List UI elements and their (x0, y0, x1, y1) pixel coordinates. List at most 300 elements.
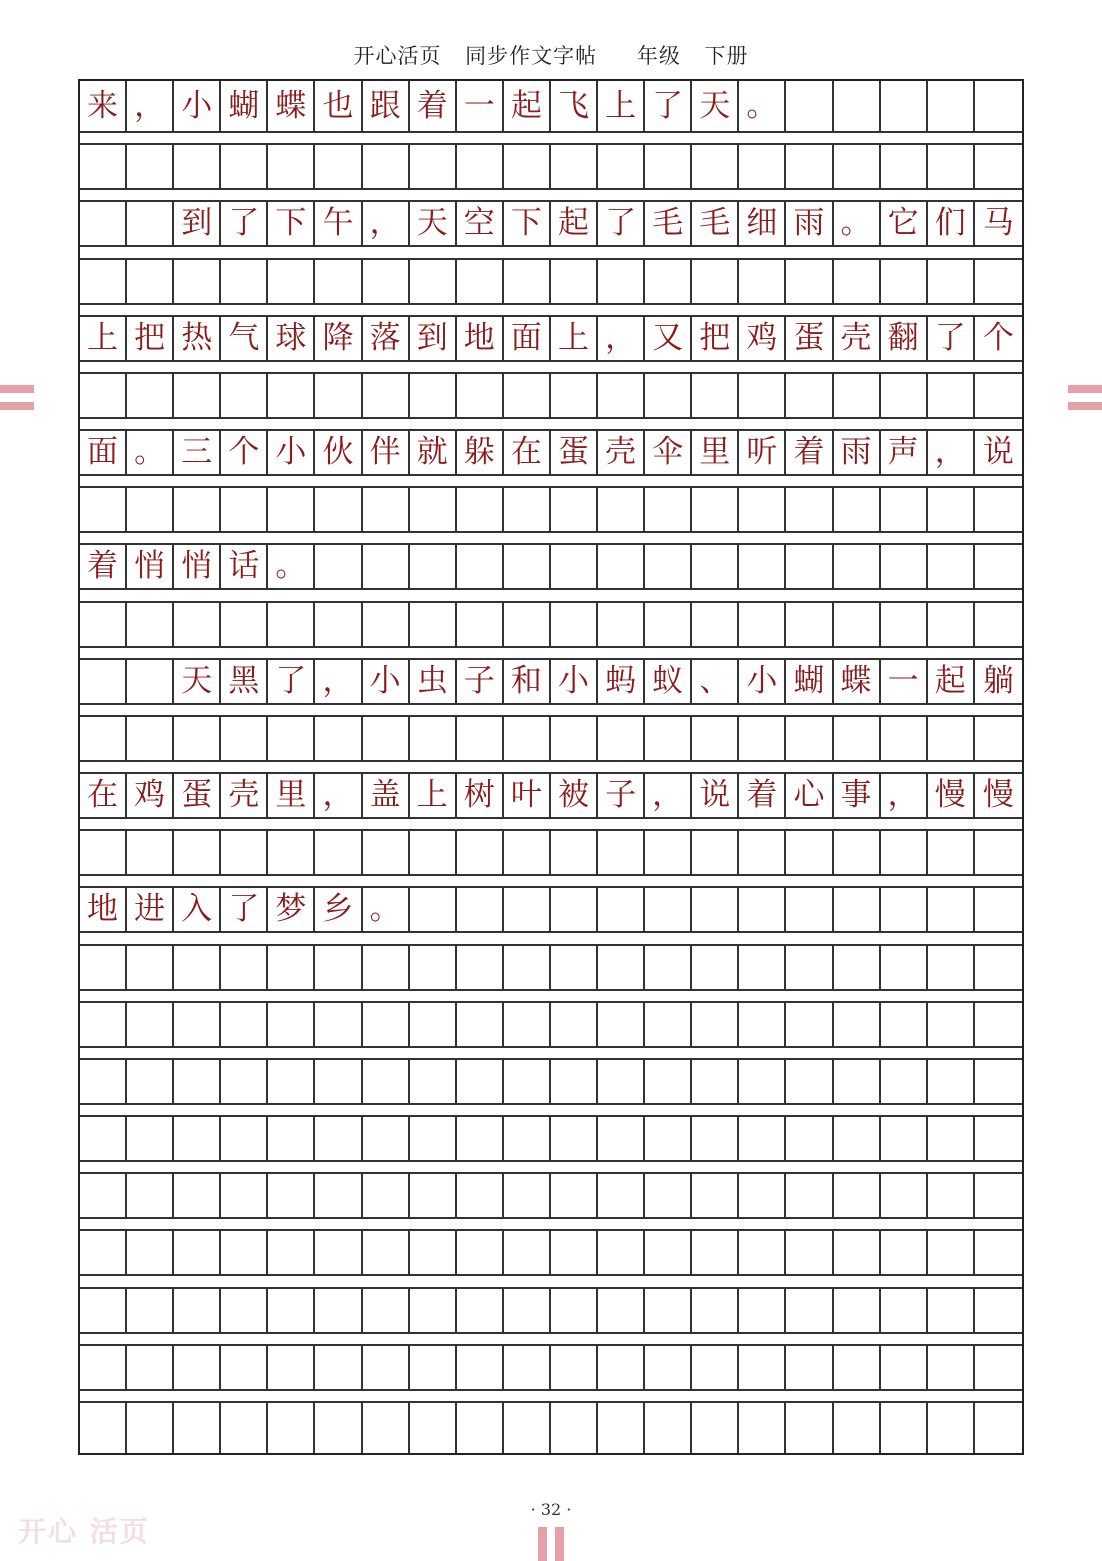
grid-cell (127, 1346, 174, 1389)
grid-cell: 慢 (982, 777, 1014, 814)
grid-cell (80, 1117, 127, 1160)
grid-cell (786, 1403, 833, 1453)
grid-cell (127, 603, 174, 646)
grid-cell (174, 374, 221, 417)
grid-cell (127, 488, 174, 531)
grid-cell (127, 260, 174, 303)
grid-row (80, 1344, 1022, 1391)
grid-cell (410, 374, 457, 417)
grid-row (80, 1115, 1022, 1162)
grid-cell: 、 (692, 660, 739, 703)
grid-cell: 细 (739, 202, 786, 245)
grid-cell: 小 (551, 660, 598, 703)
grid-cell (692, 1231, 739, 1274)
grid-cell (504, 1117, 551, 1160)
grid-cell: 声 (881, 431, 928, 474)
grid-cell (221, 1289, 268, 1332)
grid-cell (975, 1289, 1022, 1332)
grid-cell (786, 603, 833, 646)
grid-cell: 入 (174, 888, 221, 931)
grid-cell: 起 (504, 81, 551, 131)
grid-cell (975, 831, 1022, 874)
grid-cell: 。 (127, 431, 174, 474)
grid-cell (975, 717, 1022, 760)
grid-cell: 了 (221, 202, 268, 245)
grid-cell (786, 1117, 833, 1160)
grid-cell (410, 545, 457, 588)
grid-cell (174, 145, 221, 188)
left-margin-mark (0, 385, 34, 393)
grid-cell (928, 374, 975, 417)
grid-cell: 被 (551, 774, 598, 817)
grid-cell: 了 (268, 660, 315, 703)
grid-cell: 。 (268, 545, 315, 588)
grid-cell (692, 374, 739, 417)
grid-cell (268, 1231, 315, 1274)
grid-cell (928, 81, 975, 131)
grid-cell (598, 831, 645, 874)
grid-cell: 。 (834, 202, 881, 245)
grid-cell (363, 260, 410, 303)
grid-cell (834, 545, 881, 588)
grid-cell (598, 946, 645, 989)
grid-cell: 下 (504, 202, 551, 245)
grid-cell (174, 488, 221, 531)
grid-cell (975, 260, 1022, 303)
grid-cell (80, 831, 127, 874)
grid-cell (645, 888, 692, 931)
grid-cell (268, 1003, 315, 1046)
grid-cell (363, 717, 410, 760)
grid-cell (80, 660, 127, 703)
grid-cell (410, 603, 457, 646)
grid-cell (80, 145, 127, 188)
grid-cell (975, 1060, 1022, 1103)
grid-cell (739, 1174, 786, 1217)
grid-cell (598, 1003, 645, 1046)
grid-cell: 又 (645, 317, 692, 360)
grid-cell (315, 1346, 362, 1389)
grid-cell (410, 1174, 457, 1217)
grid-cell (363, 603, 410, 646)
grid-cell (268, 1117, 315, 1160)
grid-cell (315, 946, 362, 989)
grid-cell: 听 (739, 431, 786, 474)
grid-cell (975, 1231, 1022, 1274)
grid-cell (692, 1289, 739, 1332)
grid-cell (315, 145, 362, 188)
grid-cell (834, 145, 881, 188)
grid-cell: 地 (80, 888, 127, 931)
grid-cell (739, 488, 786, 531)
grid-cell (504, 946, 551, 989)
grid-row (80, 315, 1022, 362)
grid-cell (315, 603, 362, 646)
grid-cell (504, 545, 551, 588)
grid-cell (410, 717, 457, 760)
grid-cell (363, 1289, 410, 1332)
grid-cell (363, 1003, 410, 1046)
grid-cell (80, 1346, 127, 1389)
grid-cell: 热 (174, 317, 221, 360)
bottom-mark (555, 1527, 564, 1561)
grid-cell (692, 831, 739, 874)
grid-cell: 乡 (315, 888, 362, 931)
grid-cell (410, 1117, 457, 1160)
grid-cell (457, 1174, 504, 1217)
grid-cell (504, 1403, 551, 1453)
grid-cell (881, 145, 928, 188)
grid-cell (786, 1289, 833, 1332)
grid-cell (645, 260, 692, 303)
grid-cell (834, 260, 881, 303)
grid-cell (881, 1117, 928, 1160)
grid-cell (881, 260, 928, 303)
grid-cell: 壳 (834, 317, 881, 360)
grid-cell: 面 (80, 431, 127, 474)
grid-row (80, 886, 1022, 933)
grid-cell: 们 (928, 202, 975, 245)
grid-cell (268, 374, 315, 417)
grid-cell: 到 (174, 202, 221, 245)
grid-cell: 毛 (692, 202, 739, 245)
grid-cell (363, 1231, 410, 1274)
grid-cell: 翻 (881, 317, 928, 360)
grid-cell (80, 1289, 127, 1332)
grid-cell (551, 488, 598, 531)
grid-cell (174, 1060, 221, 1103)
grid-cell (598, 145, 645, 188)
grid-cell (221, 946, 268, 989)
grid-cell (504, 1060, 551, 1103)
grid-cell (221, 1174, 268, 1217)
grid-cell (786, 374, 833, 417)
grid-cell: 到 (410, 317, 457, 360)
grid-cell (739, 1403, 786, 1453)
grid-cell: ， (315, 774, 362, 817)
grid-cell (834, 1403, 881, 1453)
grid-cell (410, 888, 457, 931)
grid-cell: 蚂 (598, 660, 645, 703)
grid-cell: 地 (457, 317, 504, 360)
grid-cell (739, 1231, 786, 1274)
grid-cell (80, 1174, 127, 1217)
grid-cell: 毛 (645, 202, 692, 245)
grid-cell (598, 717, 645, 760)
grid-cell (645, 946, 692, 989)
grid-cell (221, 374, 268, 417)
grid-cell (975, 603, 1022, 646)
grid-cell: 跟 (363, 81, 410, 131)
grid-cell: 在 (80, 774, 127, 817)
grid-cell (975, 545, 1022, 588)
grid-cell (645, 831, 692, 874)
grid-cell: 雨 (786, 202, 833, 245)
grid-cell (786, 81, 833, 131)
grid-row (80, 601, 1022, 648)
grid-cell (786, 1346, 833, 1389)
grid-cell (315, 374, 362, 417)
grid-cell (881, 1003, 928, 1046)
grid-cell (551, 1231, 598, 1274)
grid-cell: 伞 (645, 431, 692, 474)
grid-cell (786, 1231, 833, 1274)
grid-cell (975, 145, 1022, 188)
grid-cell (881, 488, 928, 531)
grid-cell (80, 1403, 127, 1453)
bottom-mark (538, 1527, 547, 1561)
grid-cell (598, 488, 645, 531)
grid-cell (504, 1231, 551, 1274)
grid-row (80, 258, 1022, 305)
grid-cell (645, 488, 692, 531)
grid-cell (928, 1117, 975, 1160)
grid-cell (975, 946, 1022, 989)
grid-cell (881, 1060, 928, 1103)
grid-cell: 虫 (410, 660, 457, 703)
header-grade: 年级 (636, 44, 681, 68)
grid-cell: 着 (80, 545, 127, 588)
grid-cell (363, 1174, 410, 1217)
grid-cell: 壳 (598, 431, 645, 474)
grid-cell (834, 1003, 881, 1046)
grid-cell (363, 831, 410, 874)
grid-cell (975, 1174, 1022, 1217)
grid-cell (410, 488, 457, 531)
grid-cell (551, 888, 598, 931)
grid-cell: 三 (174, 431, 221, 474)
grid-row (80, 715, 1022, 762)
grid-cell: 事 (834, 774, 881, 817)
grid-cell (127, 374, 174, 417)
grid-cell (881, 717, 928, 760)
grid-cell (786, 717, 833, 760)
grid-cell (221, 1346, 268, 1389)
grid-cell: 蝴 (221, 81, 268, 131)
grid-cell (315, 545, 362, 588)
grid-cell (127, 202, 174, 245)
grid-cell: 天 (174, 660, 221, 703)
grid-cell (928, 1060, 975, 1103)
grid-cell (457, 888, 504, 931)
grid-cell (739, 831, 786, 874)
grid-cell (221, 260, 268, 303)
writing-grid (78, 79, 1024, 1455)
grid-cell (692, 260, 739, 303)
grid-cell (410, 1003, 457, 1046)
grid-row (80, 944, 1022, 991)
grid-row (80, 1058, 1022, 1105)
grid-cell (504, 488, 551, 531)
grid-cell (174, 260, 221, 303)
grid-cell (881, 831, 928, 874)
grid-cell (268, 603, 315, 646)
grid-cell: 蛋 (551, 431, 598, 474)
grid-cell (127, 660, 174, 703)
grid-cell (315, 717, 362, 760)
grid-cell: 。 (363, 888, 410, 931)
grid-cell: 把 (692, 317, 739, 360)
grid-cell (410, 1060, 457, 1103)
grid-cell (551, 603, 598, 646)
grid-cell (551, 1346, 598, 1389)
grid-cell (221, 831, 268, 874)
grid-cell: 蝶 (268, 81, 315, 131)
grid-cell (739, 603, 786, 646)
grid-cell (457, 1346, 504, 1389)
grid-cell (363, 1117, 410, 1160)
grid-cell (598, 1289, 645, 1332)
header-volume: 下册 (704, 44, 749, 68)
grid-cell (598, 1231, 645, 1274)
grid-cell: 下 (268, 202, 315, 245)
grid-cell (645, 717, 692, 760)
grid-cell (268, 260, 315, 303)
grid-cell (315, 1403, 362, 1453)
grid-cell: 在 (504, 431, 551, 474)
grid-cell: 天 (410, 202, 457, 245)
grid-cell (127, 1174, 174, 1217)
grid-cell (457, 1117, 504, 1160)
grid-cell (645, 1403, 692, 1453)
grid-cell (598, 1060, 645, 1103)
grid-cell: 小 (174, 81, 221, 131)
grid-cell: 起 (551, 202, 598, 245)
grid-cell (457, 946, 504, 989)
grid-cell (268, 946, 315, 989)
grid-cell: 上 (80, 317, 127, 360)
grid-cell: 说 (982, 434, 1014, 471)
grid-cell: 鸡 (739, 317, 786, 360)
grid-cell: ， (645, 774, 692, 817)
grid-cell (268, 1174, 315, 1217)
grid-cell (174, 1117, 221, 1160)
grid-cell (645, 545, 692, 588)
grid-cell (504, 1003, 551, 1046)
grid-cell (221, 145, 268, 188)
grid-cell (928, 1346, 975, 1389)
grid-cell (221, 717, 268, 760)
grid-cell: ， (363, 202, 410, 245)
grid-cell (739, 888, 786, 931)
grid-cell: 空 (457, 202, 504, 245)
grid-cell (786, 145, 833, 188)
grid-cell: 悄 (127, 545, 174, 588)
grid-cell (268, 1060, 315, 1103)
grid-cell: 把 (127, 317, 174, 360)
grid-cell (551, 831, 598, 874)
grid-cell (174, 1003, 221, 1046)
grid-cell: 个 (221, 431, 268, 474)
grid-cell (598, 1117, 645, 1160)
grid-cell (834, 1231, 881, 1274)
grid-cell (739, 717, 786, 760)
header-series: 同步作文字帖 (465, 44, 598, 68)
grid-cell (127, 946, 174, 989)
grid-cell: 说 (692, 774, 739, 817)
grid-cell (834, 1346, 881, 1389)
grid-cell (174, 717, 221, 760)
grid-cell (80, 374, 127, 417)
grid-cell (551, 260, 598, 303)
grid-cell (551, 145, 598, 188)
grid-cell (692, 603, 739, 646)
grid-cell (410, 1346, 457, 1389)
grid-cell (834, 717, 881, 760)
grid-cell (410, 946, 457, 989)
grid-cell (315, 260, 362, 303)
grid-cell (221, 1003, 268, 1046)
grid-cell (457, 1231, 504, 1274)
grid-cell (692, 946, 739, 989)
right-margin-mark (1068, 385, 1102, 393)
grid-cell (975, 888, 1022, 931)
grid-cell: 蝴 (786, 660, 833, 703)
grid-cell (786, 260, 833, 303)
grid-cell: 上 (551, 317, 598, 360)
grid-cell (80, 260, 127, 303)
grid-cell (410, 1403, 457, 1453)
grid-cell (268, 488, 315, 531)
grid-cell (645, 603, 692, 646)
grid-cell: 躲 (457, 431, 504, 474)
grid-cell (834, 1174, 881, 1217)
grid-cell: 降 (315, 317, 362, 360)
grid-cell (80, 202, 127, 245)
grid-cell (504, 374, 551, 417)
grid-cell (551, 717, 598, 760)
grid-cell: 小 (739, 660, 786, 703)
grid-cell (80, 488, 127, 531)
grid-row (80, 543, 1022, 590)
grid-cell (551, 1403, 598, 1453)
grid-row (80, 1401, 1022, 1453)
grid-cell: 了 (221, 888, 268, 931)
grid-cell: 球 (268, 317, 315, 360)
grid-row (80, 429, 1022, 476)
grid-cell: 天 (692, 81, 739, 131)
grid-cell (692, 717, 739, 760)
grid-cell (410, 1289, 457, 1332)
grid-cell (221, 1231, 268, 1274)
grid-cell: 小 (268, 431, 315, 474)
grid-cell: 伙 (315, 431, 362, 474)
grid-cell (80, 946, 127, 989)
grid-row (80, 1172, 1022, 1219)
grid-cell: 一 (881, 660, 928, 703)
grid-cell (598, 603, 645, 646)
grid-cell: 飞 (551, 81, 598, 131)
grid-cell: 也 (315, 81, 362, 131)
grid-row (80, 658, 1022, 705)
grid-cell (598, 888, 645, 931)
grid-cell: 马 (982, 205, 1014, 242)
grid-cell (174, 1231, 221, 1274)
grid-row (80, 1229, 1022, 1276)
grid-cell (928, 1289, 975, 1332)
grid-cell (221, 603, 268, 646)
grid-cell (174, 603, 221, 646)
grid-cell (928, 831, 975, 874)
grid-cell: 梦 (268, 888, 315, 931)
grid-cell (881, 888, 928, 931)
grid-cell (928, 603, 975, 646)
grid-cell (881, 1289, 928, 1332)
grid-cell: 着 (786, 431, 833, 474)
grid-cell: 进 (127, 888, 174, 931)
grid-cell (504, 831, 551, 874)
grid-cell (80, 1003, 127, 1046)
